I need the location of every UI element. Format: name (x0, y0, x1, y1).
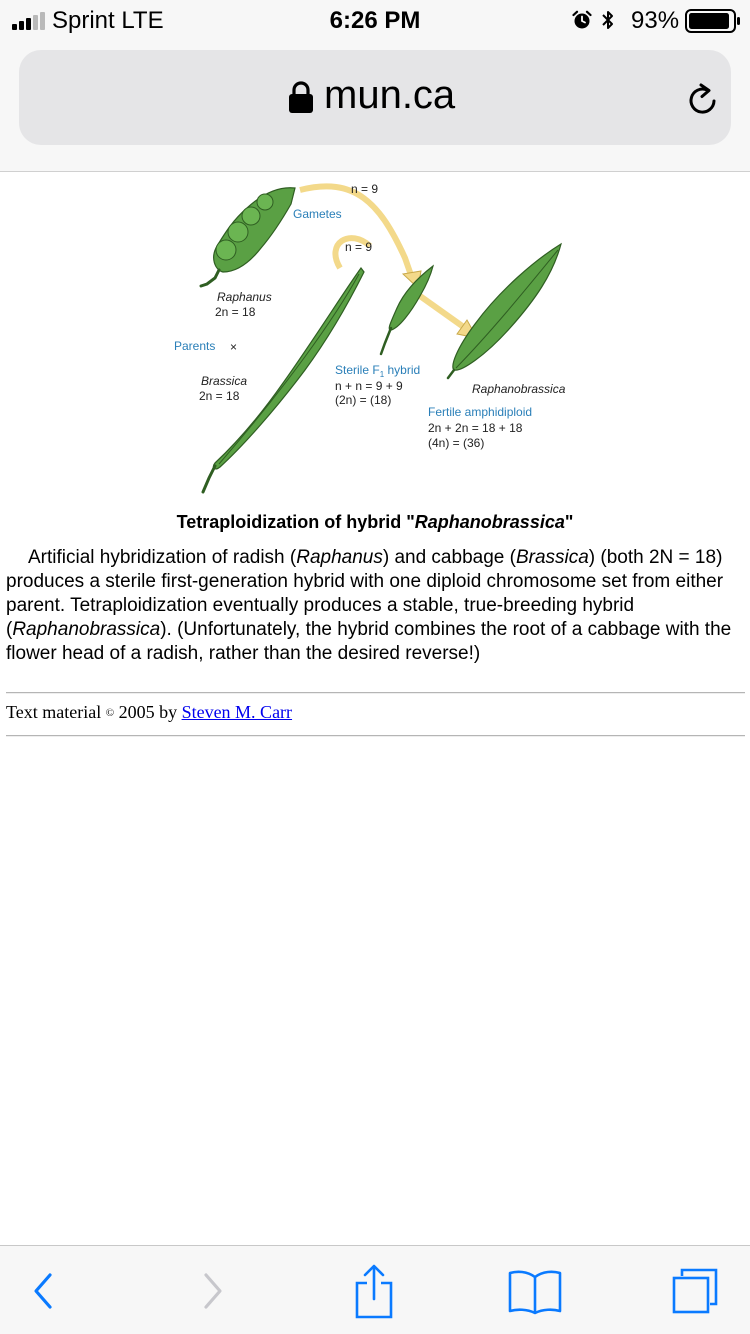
brassica-name: Brassica (201, 374, 248, 388)
reload-icon[interactable] (683, 80, 723, 120)
raphanus-chrom: 2n = 18 (215, 305, 256, 319)
figure-caption: Tetraploidization of hybrid "Raphanobrassica" (176, 512, 574, 532)
fertile-ploidy: (4n) = (36) (428, 436, 485, 450)
browser-toolbar (0, 1245, 750, 1334)
status-time: 6:26 PM (329, 7, 421, 34)
lock-icon (287, 80, 315, 114)
raphanus-pod (201, 188, 295, 286)
url-text: mun.ca (324, 73, 456, 117)
raphanobrassica-pod (448, 244, 561, 378)
carrier-label: Sprint LTE (52, 7, 164, 34)
gamete-label-bottom: n = 9 (345, 240, 373, 254)
status-bar (0, 0, 750, 40)
forward-icon (198, 1269, 228, 1313)
cross-symbol: × (230, 340, 238, 354)
gamete-arrow-raphanus (300, 186, 412, 278)
brassica-chrom: 2n = 18 (199, 389, 240, 403)
gamete-label-top: n = 9 (351, 182, 379, 196)
sterile-hybrid-formula: n + n = 9 + 9 (335, 379, 403, 393)
share-icon (352, 1263, 396, 1319)
bookmarks-icon (507, 1267, 563, 1315)
share-button[interactable] (324, 1246, 424, 1334)
address-bar[interactable] (19, 50, 731, 145)
credit-line: Text material © 2005 by Steven M. Carr (6, 702, 293, 722)
gametes-label: Gametes (293, 207, 342, 221)
back-button[interactable] (0, 1246, 93, 1334)
divider-bottom (6, 735, 745, 737)
raphanus-name: Raphanus (217, 290, 272, 304)
back-icon (28, 1269, 58, 1313)
parents-label: Parents (174, 339, 216, 353)
tabs-icon (670, 1266, 720, 1316)
address-bar-area (0, 40, 750, 172)
author-link[interactable]: Steven M. Carr (181, 702, 293, 722)
sterile-hybrid-ploidy: (2n) = (18) (335, 393, 392, 407)
bookmarks-button[interactable] (485, 1246, 585, 1334)
battery-percent: 93% (631, 7, 680, 34)
fertile-label: Fertile amphidiploid (428, 405, 533, 419)
hybridization-figure (165, 178, 595, 500)
battery-icon (685, 9, 741, 33)
fertile-formula: 2n + 2n = 18 + 18 (428, 421, 523, 435)
hybrid-arrow (420, 296, 465, 328)
bluetooth-icon (600, 9, 616, 31)
raphanobrassica-name: Raphanobrassica (472, 382, 566, 396)
forward-button[interactable] (163, 1246, 263, 1334)
tabs-button[interactable] (645, 1246, 745, 1334)
divider-top (6, 692, 745, 694)
body-paragraph: Artificial hybridization of radish (Raphanus) and cabbage (Brassica) (both 2N = 18) produces a sterile first-generation hybrid with one diploid chromosome set from either parent. Tetraploidization eventually produces a stable, true-breeding hybrid (Raphanobrassica). (Unfortunately, the hybrid combines the root of a cabbage with the flower head of a radish, rather than the desired reverse!) (6, 547, 732, 664)
sterile-hybrid-label: Sterile $F_1$ hybrid (335, 363, 421, 379)
sterile-hybrid-pod (381, 266, 433, 354)
alarm-icon (572, 10, 592, 30)
